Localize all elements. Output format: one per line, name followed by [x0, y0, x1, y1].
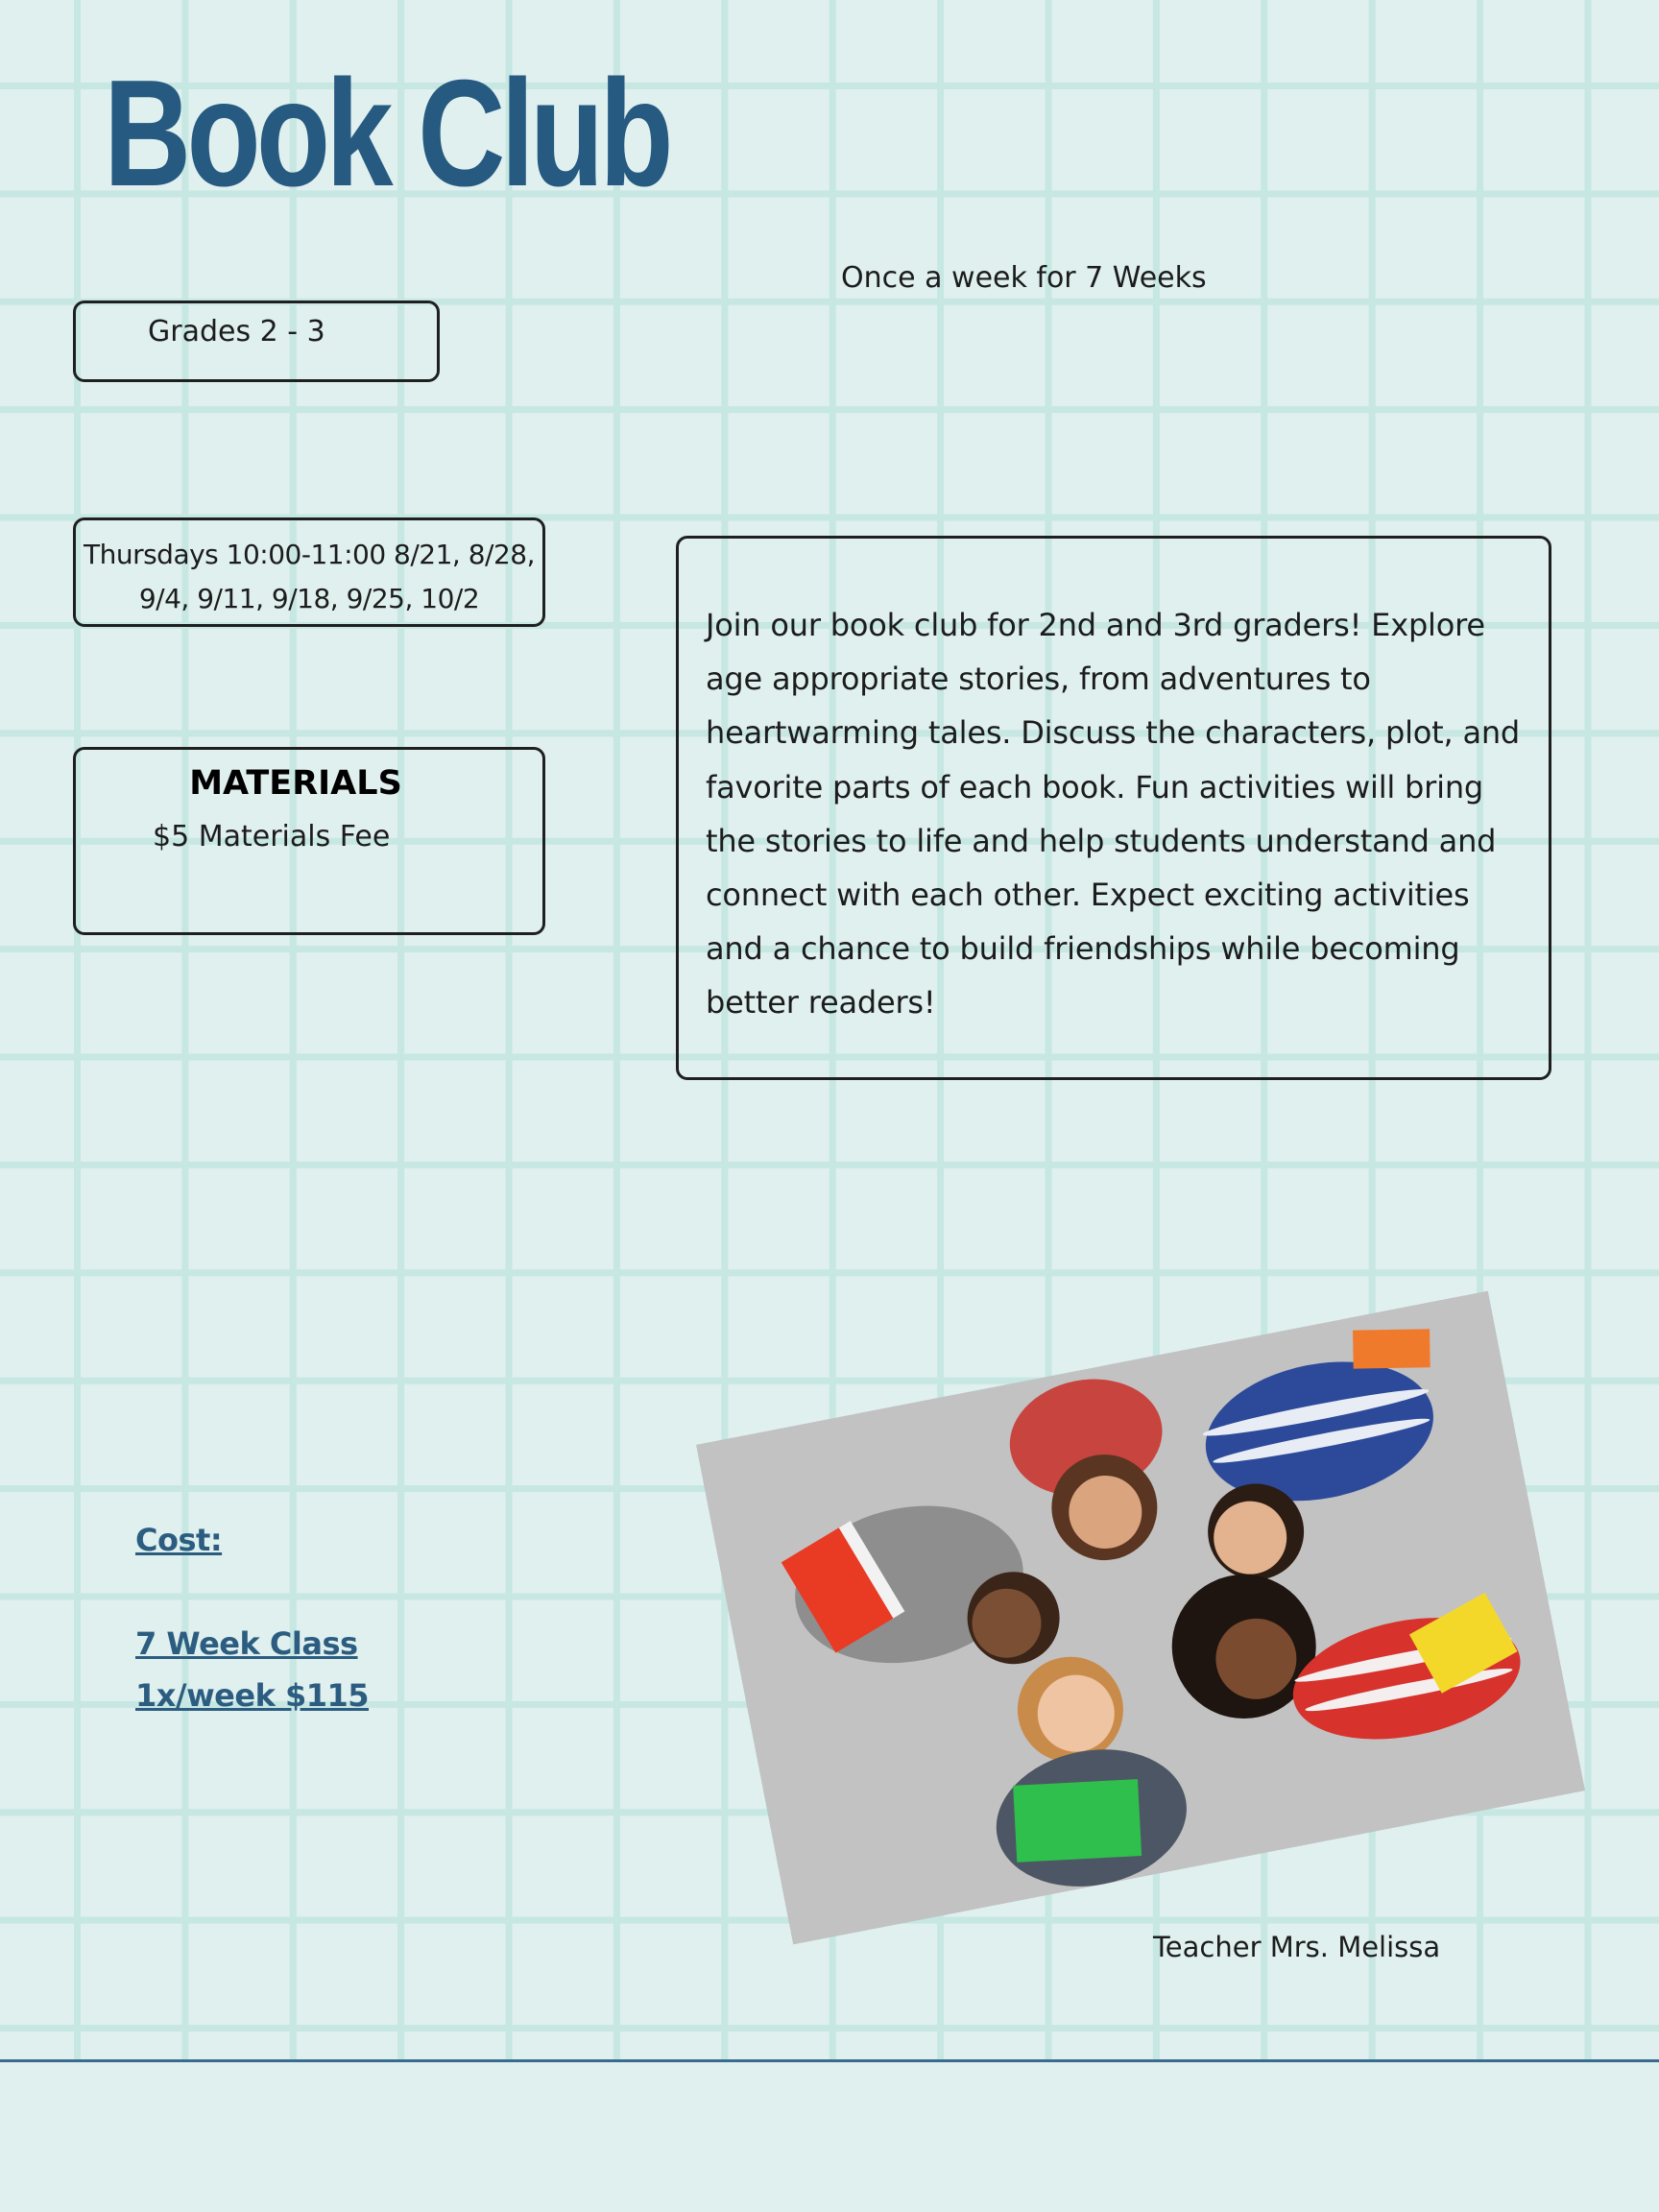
page-title: Book Club	[104, 49, 669, 218]
materials-box	[73, 747, 545, 935]
children-reading-photo	[696, 1291, 1585, 1945]
teacher-name: Teacher Mrs. Melissa	[1153, 1931, 1441, 1963]
materials-fee: $5 Materials Fee	[153, 820, 391, 854]
cost-class-line: 7 Week Class	[135, 1625, 358, 1662]
cost-price-line: 1x/week $115	[135, 1677, 370, 1714]
schedule-line-1: Thursdays 10:00-11:00 8/21, 8/28,	[83, 539, 536, 570]
frequency-text: Once a week for 7 Weeks	[841, 261, 1207, 295]
grades-label: Grades 2 - 3	[148, 315, 325, 349]
schedule-text	[76, 533, 542, 621]
materials-heading: MATERIALS	[189, 764, 402, 803]
grades-box	[73, 301, 440, 382]
footer-band	[0, 2062, 1659, 2212]
description-text: Join our book club for 2nd and 3rd graders! Explore age appropriate stories, from adventures to heartwarming tales. Discuss the characters, plot, and favorite parts of each book. Fun activities will bring the stories to life and help students understand and connect with each other. Expect exciting activities and a chance to build friendships while becoming better readers!	[706, 607, 1521, 1022]
cost-heading: Cost:	[135, 1522, 223, 1558]
description-box	[676, 536, 1551, 1080]
children-reading-illustration	[696, 1291, 1585, 1945]
schedule-line-2: 9/4, 9/11, 9/18, 9/25, 10/2	[138, 583, 480, 614]
schedule-box	[73, 517, 545, 627]
